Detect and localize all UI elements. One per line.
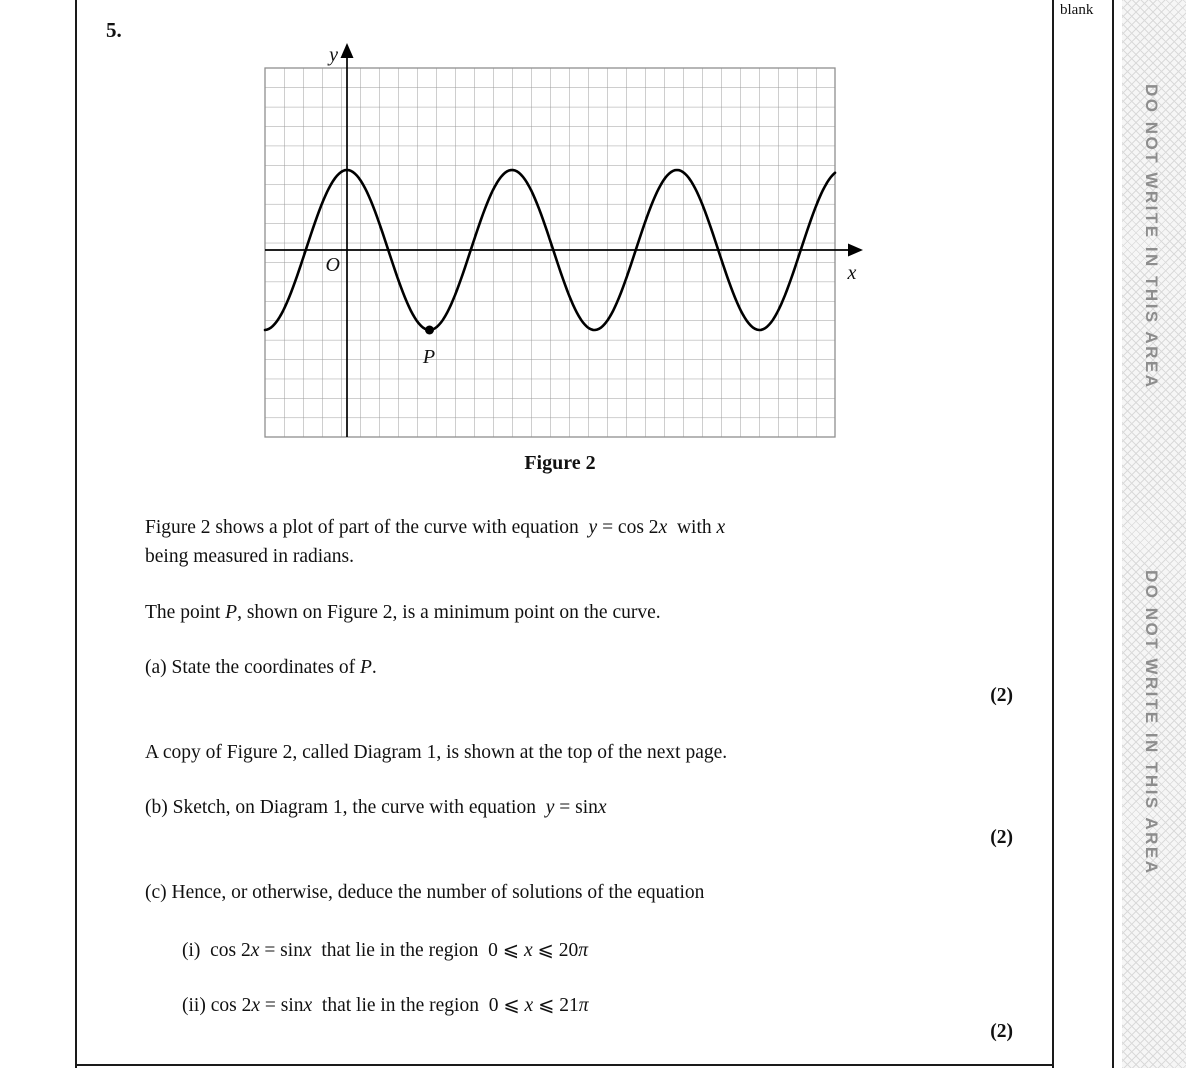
do-not-write-warning-top: DO NOT WRITE IN THIS AREA [1142, 84, 1161, 390]
question-number: 5. [106, 18, 122, 42]
figure-caption: Figure 2 [524, 452, 596, 474]
part-a-text: (a) State the coordinates of P. [145, 657, 377, 678]
do-not-write-warning-bottom: DO NOT WRITE IN THIS AREA [1142, 570, 1161, 876]
figure2-plot [250, 40, 870, 445]
right-margin-rule [1052, 0, 1054, 1068]
blank-label: blank [1060, 2, 1094, 18]
point-p-dot [425, 326, 434, 335]
part-b-text: (b) Sketch, on Diagram 1, the curve with equation y = sinx [145, 797, 607, 818]
point-p-label: P [422, 346, 436, 368]
point-p-paragraph: The point P, shown on Figure 2, is a minimum point on the curve. [145, 602, 661, 623]
grid-area [265, 68, 835, 437]
marks-part-c: (2) [990, 1021, 1013, 1042]
x-axis-label: x [847, 262, 857, 284]
origin-label: O [325, 254, 340, 276]
left-margin-rule [75, 0, 77, 1068]
x-axis-arrow-icon [848, 244, 863, 257]
outer-margin-rule [1112, 0, 1114, 1068]
intro-line-2: being measured in radians. [145, 546, 355, 567]
copy-paragraph: A copy of Figure 2, called Diagram 1, is shown at the top of the next page. [145, 742, 728, 763]
intro-line-1: Figure 2 shows a plot of part of the curve with equation y = cos 2x with x [145, 517, 726, 538]
y-axis-label: y [329, 44, 338, 66]
marks-part-b: (2) [990, 827, 1013, 848]
marks-part-a: (2) [990, 685, 1013, 706]
part-c-i-text: (i) cos 2x = sinx that lie in the region 0 ⩽ x ⩽ 20π [182, 940, 589, 961]
part-c-ii-text: (ii) cos 2x = sinx that lie in the region 0 ⩽ x ⩽ 21π [182, 995, 589, 1016]
y-axis-arrow-icon [341, 43, 354, 58]
part-c-text: (c) Hence, or otherwise, deduce the number of solutions of the equation [145, 882, 705, 903]
bottom-rule [75, 1064, 1054, 1066]
